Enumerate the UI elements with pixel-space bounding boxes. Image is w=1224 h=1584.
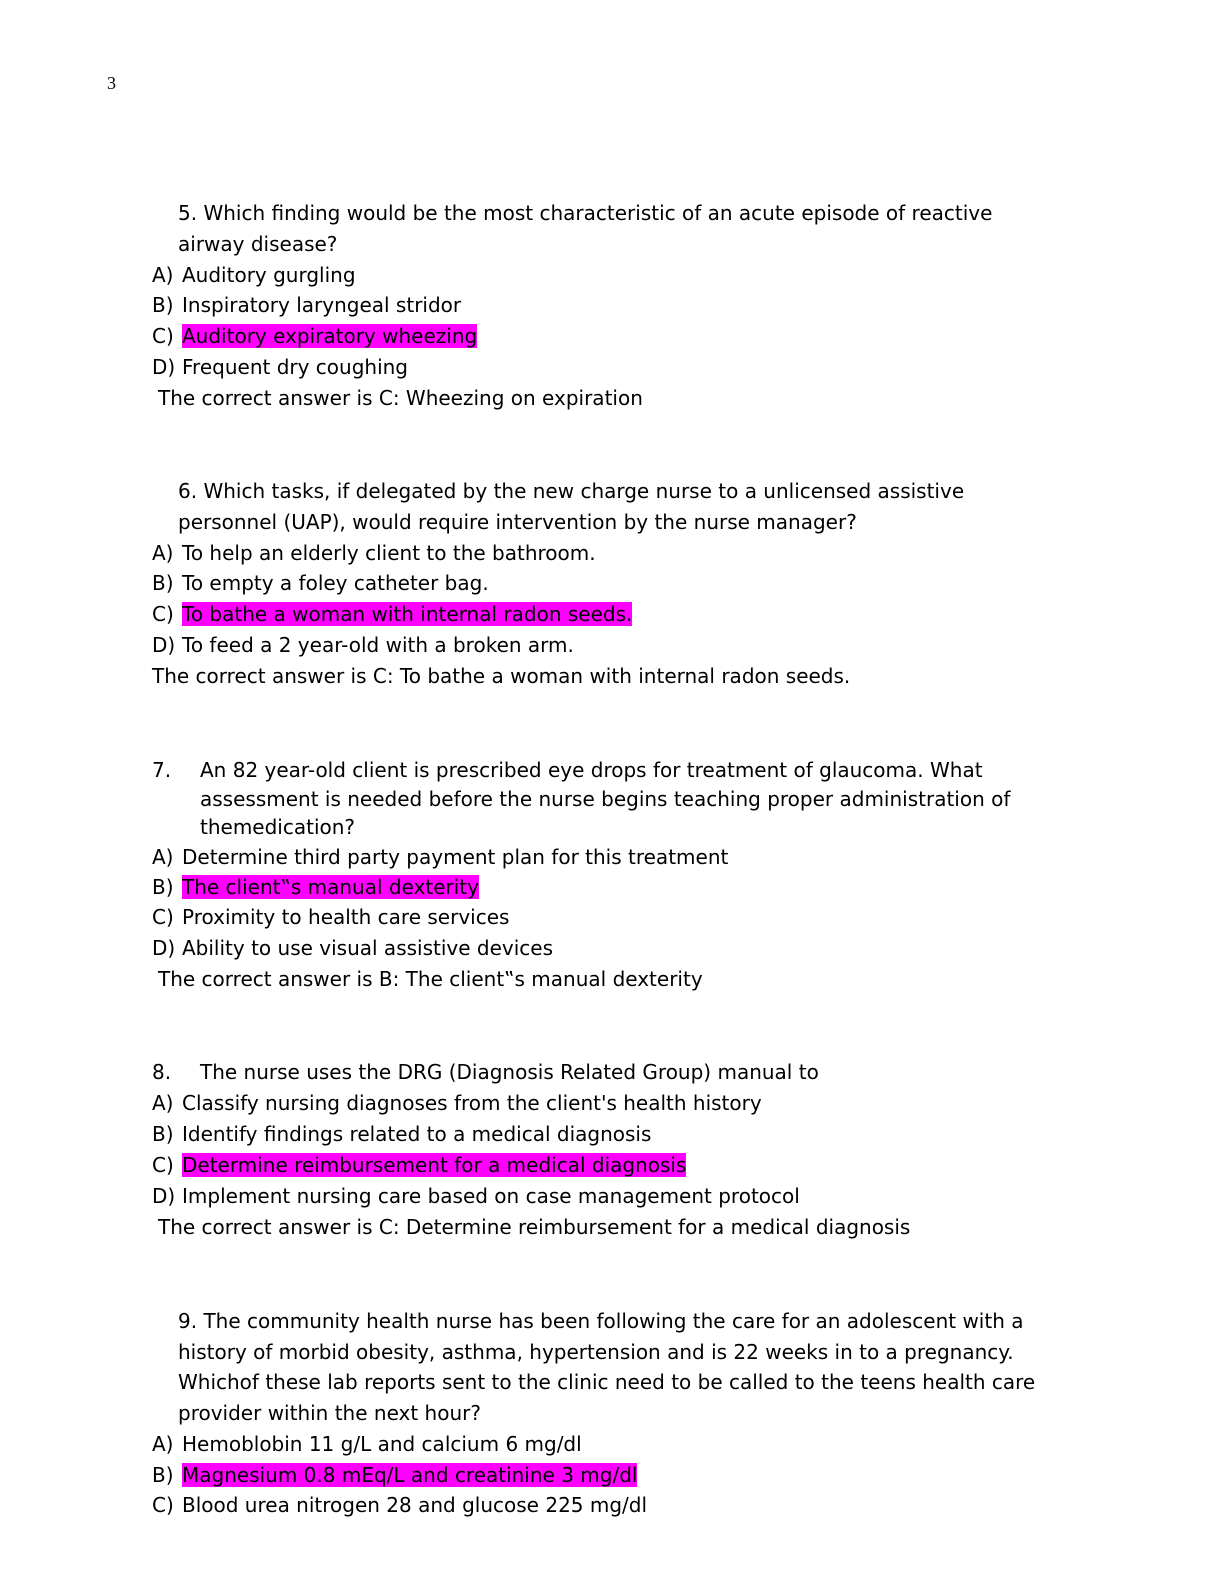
- option-text: Proximity to health care services: [182, 905, 510, 929]
- q9-stem-line-2: history of morbid obesity, asthma, hypertension and is 22 weeks in to a pregnancy.: [178, 1340, 1014, 1364]
- q8-option-c: [152, 1152, 686, 1178]
- option-text: Auditory gurgling: [182, 263, 356, 287]
- highlighted-answer: Determine reimbursement for a medical diagnosis: [182, 1153, 687, 1177]
- option-letter: A): [152, 541, 174, 565]
- q9-option-a: [152, 1431, 582, 1457]
- highlighted-answer: Magnesium 0.8 mEq/L and creatinine 3 mg/dl: [182, 1463, 638, 1487]
- option-letter: D): [152, 355, 176, 379]
- option-letter: C): [152, 1493, 174, 1517]
- q5-option-b: [152, 292, 461, 318]
- highlighted-answer: The client‟s manual dexterity: [182, 875, 479, 899]
- option-text: Ability to use visual assistive devices: [182, 936, 554, 960]
- q7-option-b: [152, 874, 479, 900]
- option-letter: C): [152, 324, 174, 348]
- q5-option-a: [152, 262, 356, 288]
- q8-answer: The correct answer is C: Determine reimbursement for a medical diagnosis: [158, 1215, 911, 1239]
- q8-option-b: [152, 1121, 651, 1147]
- q7-answer: The correct answer is B: The client‟s manual dexterity: [158, 967, 703, 991]
- option-letter: B): [152, 1122, 174, 1146]
- q5-answer: The correct answer is C: Wheezing on expiration: [158, 386, 643, 410]
- q7-stem-line-3: themedication?: [200, 815, 356, 839]
- option-letter: B): [152, 875, 174, 899]
- option-text: To help an elderly client to the bathroom.: [182, 541, 596, 565]
- highlighted-answer: To bathe a woman with internal radon seeds.: [182, 602, 633, 626]
- q6-option-b: [152, 570, 489, 596]
- q6-stem-line-2: personnel (UAP), would require intervention by the nurse manager?: [178, 510, 857, 534]
- option-text: To empty a foley catheter bag.: [182, 571, 489, 595]
- q5-stem-line-2: airway disease?: [178, 232, 338, 256]
- option-letter: B): [152, 293, 174, 317]
- question-number: 8.: [152, 1060, 172, 1084]
- stem-text: The nurse uses the DRG (Diagnosis Related Group) manual to: [200, 1060, 819, 1084]
- option-letter: B): [152, 1463, 174, 1487]
- q7-stem-line-1: [152, 757, 983, 783]
- option-text: Hemoblobin 11 g/L and calcium 6 mg/dl: [182, 1432, 582, 1456]
- option-letter: D): [152, 1184, 176, 1208]
- stem-text: An 82 year-old client is prescribed eye drops for treatment of glaucoma. What: [200, 758, 983, 782]
- option-letter: A): [152, 845, 174, 869]
- q9-stem-line-3: Whichof these lab reports sent to the clinic need to be called to the teens health care: [178, 1370, 1036, 1394]
- q7-option-a: [152, 844, 728, 870]
- q6-stem-line-1: 6. Which tasks, if delegated by the new charge nurse to a unlicensed assistive: [178, 479, 965, 503]
- option-letter: A): [152, 1091, 174, 1115]
- q6-option-a: [152, 540, 596, 566]
- q9-option-b: [152, 1462, 637, 1488]
- option-letter: B): [152, 571, 174, 595]
- q9-option-c: [152, 1492, 647, 1518]
- q5-option-d: [152, 354, 408, 380]
- q9-stem-line-1: 9. The community health nurse has been following the care for an adolescent with a: [178, 1309, 1024, 1333]
- option-letter: D): [152, 633, 176, 657]
- option-text: Identify findings related to a medical diagnosis: [182, 1122, 652, 1146]
- q6-option-c: [152, 601, 632, 627]
- option-letter: C): [152, 602, 174, 626]
- highlighted-answer: Auditory expiratory wheezing: [182, 324, 478, 348]
- option-letter: D): [152, 936, 176, 960]
- option-letter: C): [152, 905, 174, 929]
- q7-stem-line-2: assessment is needed before the nurse begins teaching proper administration of: [200, 787, 1011, 811]
- option-text: Frequent dry coughing: [182, 355, 409, 379]
- q5-option-c: [152, 323, 477, 349]
- option-text: Inspiratory laryngeal stridor: [182, 293, 462, 317]
- q8-option-a: [152, 1090, 762, 1116]
- q7-option-d: [152, 935, 553, 961]
- option-letter: C): [152, 1153, 174, 1177]
- option-text: Implement nursing care based on case management protocol: [182, 1184, 800, 1208]
- q9-stem-line-4: provider within the next hour?: [178, 1401, 481, 1425]
- q6-answer: The correct answer is C: To bathe a woman with internal radon seeds.: [152, 664, 851, 688]
- q5-stem-line-1: 5. Which finding would be the most characteristic of an acute episode of reactive: [178, 201, 993, 225]
- question-number: 7.: [152, 758, 172, 782]
- option-text: Classify nursing diagnoses from the client's health history: [182, 1091, 762, 1115]
- q8-stem-line-1: [152, 1059, 819, 1085]
- option-letter: A): [152, 1432, 174, 1456]
- q6-option-d: [152, 632, 574, 658]
- q8-option-d: [152, 1183, 800, 1209]
- option-letter: A): [152, 263, 174, 287]
- option-text: Determine third party payment plan for this treatment: [182, 845, 729, 869]
- page-number: 3: [107, 73, 116, 93]
- q7-option-c: [152, 904, 509, 930]
- option-text: To feed a 2 year-old with a broken arm.: [182, 633, 574, 657]
- option-text: Blood urea nitrogen 28 and glucose 225 mg/dl: [182, 1493, 648, 1517]
